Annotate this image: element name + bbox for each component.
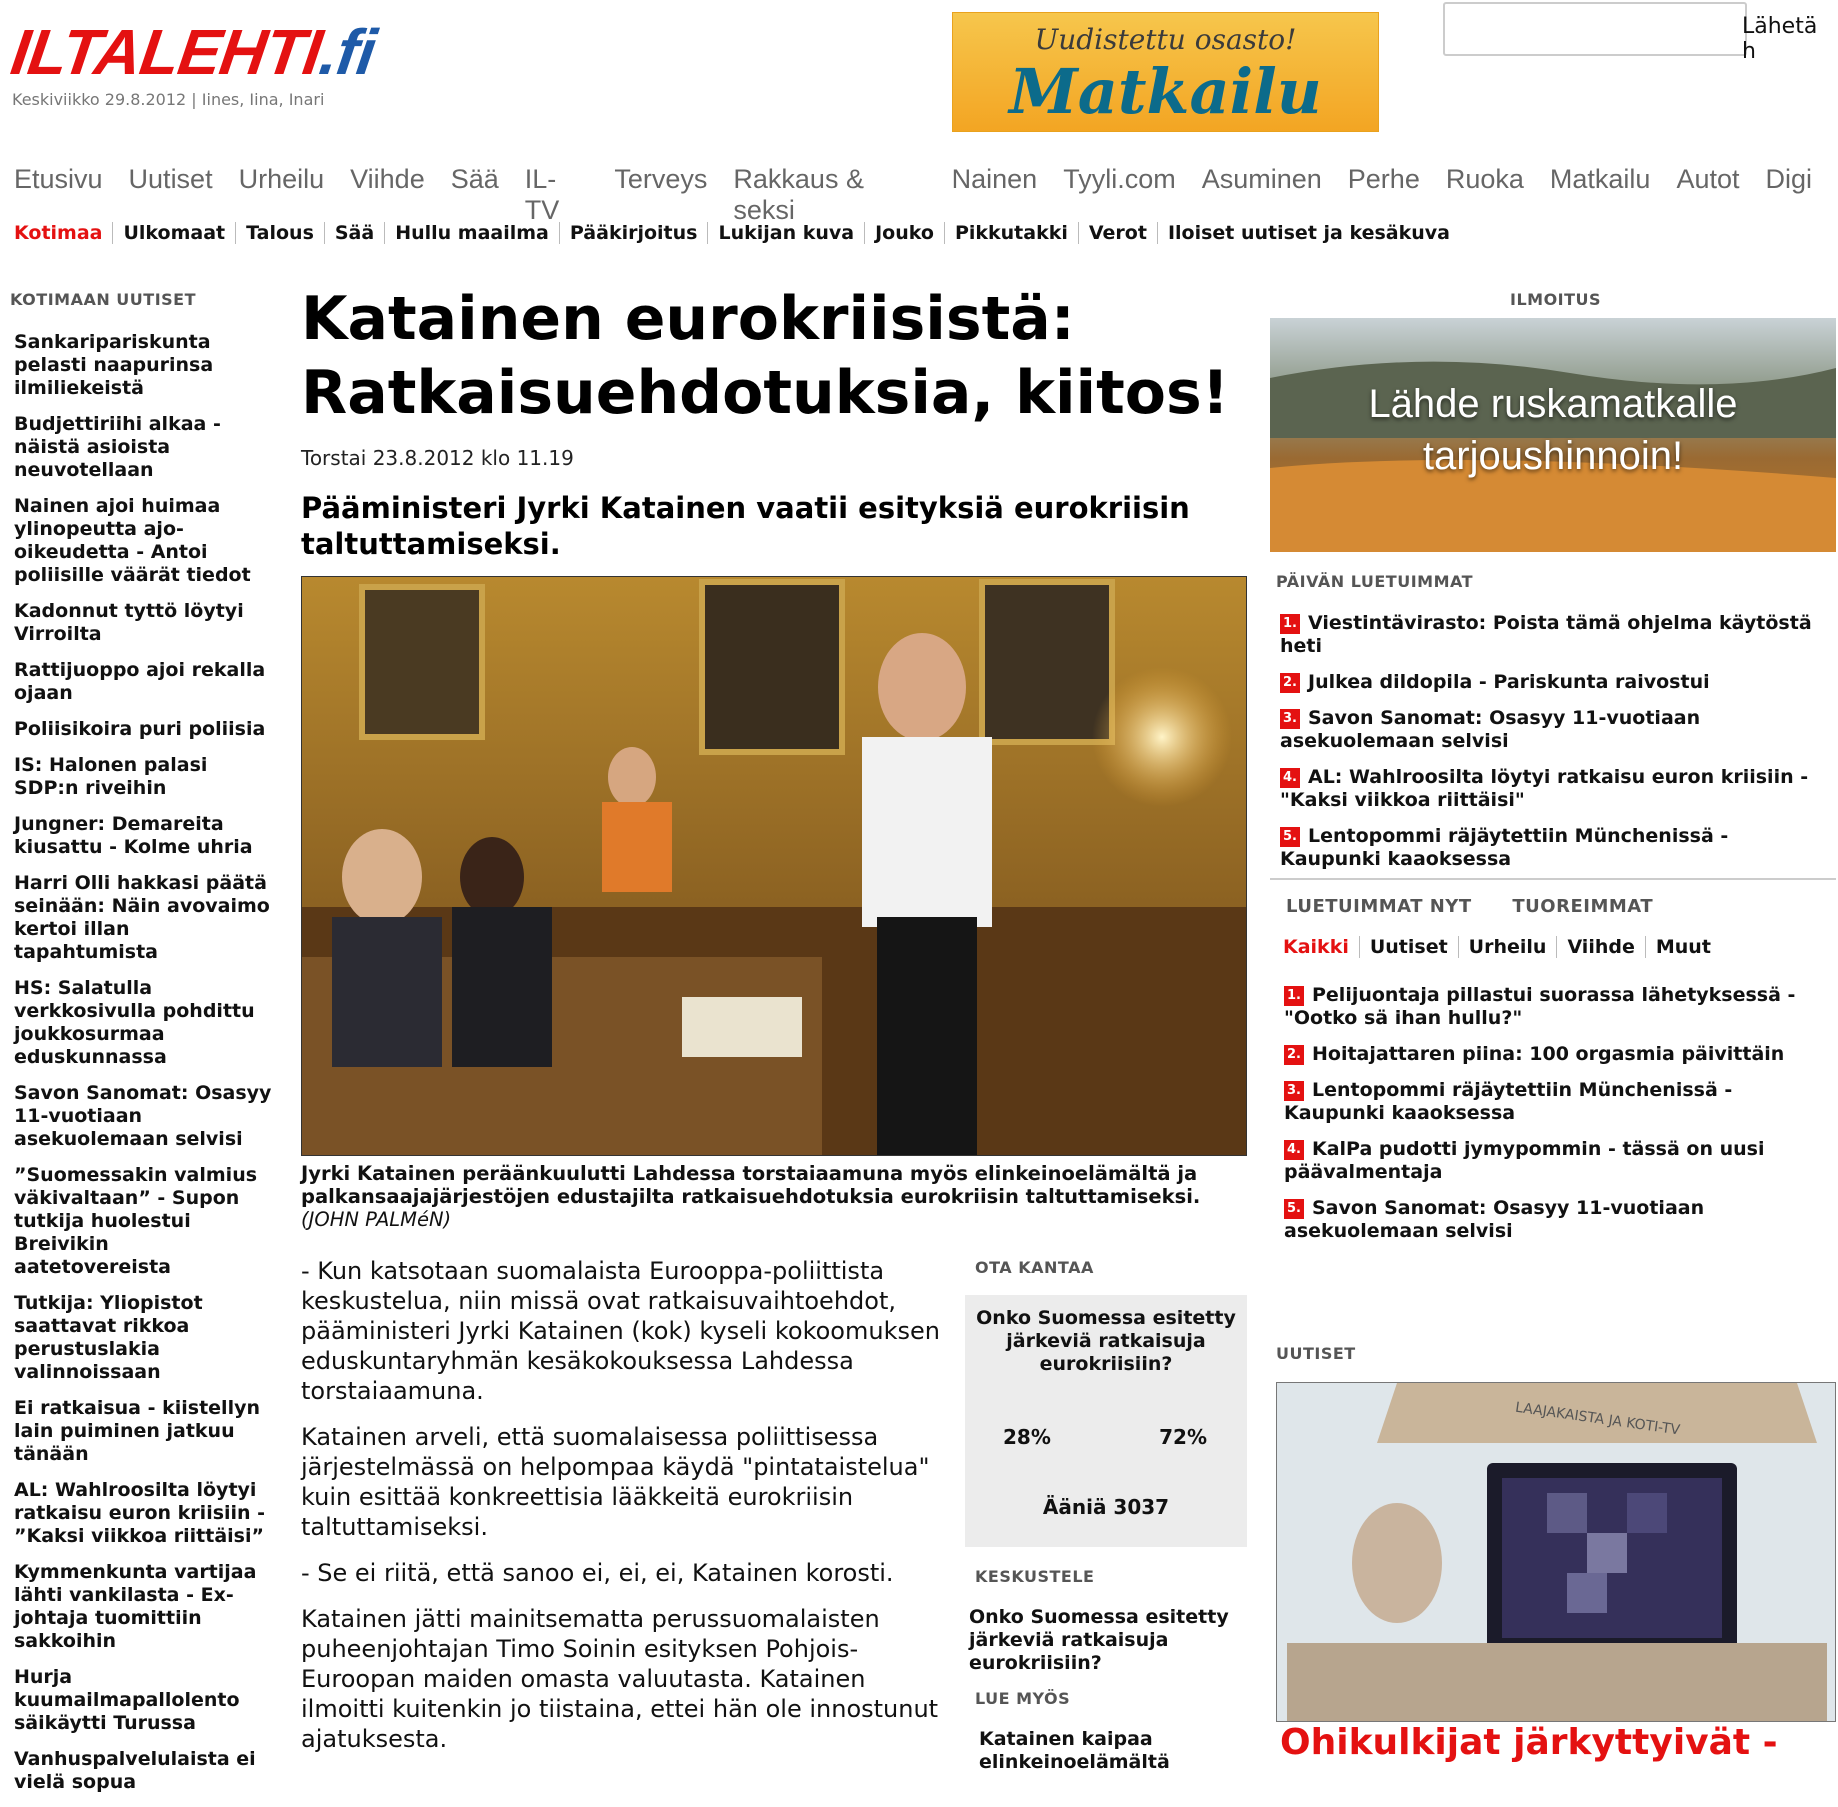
news-link[interactable]: Savon Sanomat: Osasyy 11-vuotiaan asekuolemaan selvisi <box>14 1082 272 1150</box>
rank-badge: 5. <box>1284 1199 1304 1219</box>
most-read-item[interactable] <box>1280 612 1832 658</box>
dateline: Keskiviikko 29.8.2012 | Iines, Iina, Inari <box>12 90 325 109</box>
rank-badge: 3. <box>1284 1081 1304 1101</box>
discuss-heading: KESKUSTELE <box>975 1567 1095 1586</box>
sub-nav-item-active[interactable]: Kotimaa <box>14 222 103 244</box>
most-read-now-item[interactable] <box>1284 1138 1836 1184</box>
ad-label: ILMOITUS <box>1510 290 1602 309</box>
news-link[interactable]: AL: Wahlroosilta löytyi ratkaisu euron kriisiin - ”Kaksi viikkoa riittäisi” <box>14 1479 266 1547</box>
tab-most-read-now[interactable]: LUETUIMMAT NYT <box>1286 896 1472 917</box>
news-link[interactable]: Jungner: Demareita kiusattu - Kolme uhria <box>14 813 253 858</box>
filter-all[interactable]: Kaikki <box>1283 936 1349 958</box>
site-logo[interactable] <box>7 18 379 86</box>
logo-suffix: .fi <box>315 16 380 88</box>
photo-caption <box>301 1162 1251 1231</box>
section-heading: KOTIMAAN UUTISET <box>10 290 197 309</box>
news-link[interactable]: HS: Salatulla verkkosivulla pohdittu joukkosurmaa eduskunnassa <box>14 977 255 1068</box>
sub-nav-item[interactable]: Lukijan kuva <box>707 222 864 244</box>
most-read-now-item[interactable] <box>1284 984 1836 1030</box>
travel-ad-line-2: tarjoushinnoin! <box>1422 434 1684 478</box>
rank-badge: 1. <box>1280 614 1300 634</box>
read-also-heading: LUE MYÖS <box>975 1689 1071 1708</box>
poll-vote-count: Ääniä 3037 <box>1042 1495 1170 1519</box>
most-read-title: Viestintävirasto: Poista tämä ohjelma käytöstä heti <box>1280 612 1812 657</box>
main-nav-item[interactable]: Etusivu <box>14 164 103 194</box>
article-headline: Katainen eurokriisistä: Ratkaisuehdotuksia, kiitos! <box>301 284 1230 428</box>
logo-main: ILTALEHTI <box>6 16 326 88</box>
news-link[interactable]: Sankaripariskunta pelasti naapurinsa ilmiliekeistä <box>14 331 214 399</box>
sub-nav-item[interactable]: Iloiset uutiset ja kesäkuva <box>1157 222 1460 244</box>
divider <box>1270 878 1836 880</box>
main-nav-item[interactable]: Sää <box>450 164 499 194</box>
most-read-item[interactable] <box>1280 707 1832 753</box>
send-button[interactable]: Lähetä h <box>1742 14 1818 64</box>
news-photo[interactable] <box>1276 1382 1836 1722</box>
news-photo-image <box>1277 1383 1835 1721</box>
news-link[interactable]: ”Suomessakin valmius väkivaltaan” - Supon tutkija huolestui Breivikin aatetovereista <box>14 1164 258 1278</box>
travel-ad-line-1: Lähde ruskamatkalle <box>1368 382 1738 426</box>
poll-box <box>965 1295 1247 1547</box>
news-link[interactable]: Hurja kuumailmapallolento säikäytti Turussa <box>14 1666 240 1734</box>
news-link[interactable]: Tutkija: Yliopistot saattavat rikkoa perustuslakia valinnoissaan <box>14 1292 203 1383</box>
rank-badge: 1. <box>1284 986 1304 1006</box>
most-read-now-item[interactable] <box>1284 1079 1836 1125</box>
news-photo-sign: LAAJAKAISTA JA KOTI-TV <box>1514 1399 1681 1439</box>
most-read-now-list <box>1284 984 1836 1256</box>
most-read-list <box>1280 612 1832 884</box>
main-nav-item[interactable]: Terveys <box>614 164 708 194</box>
domestic-news-sidebar <box>10 290 272 1807</box>
tab-latest[interactable]: TUOREIMMAT <box>1512 896 1654 917</box>
main-nav-item[interactable]: Autot <box>1676 164 1740 194</box>
filter-other[interactable]: Muut <box>1645 936 1721 958</box>
article-paragraph: - Se ei riitä, että sanoo ei, ei, ei, Katainen korosti. <box>301 1559 894 1587</box>
main-nav-item[interactable]: Viihde <box>350 164 425 194</box>
main-nav-item[interactable]: Digi <box>1765 164 1812 194</box>
most-read-now-item[interactable] <box>1284 1043 1836 1066</box>
news-link[interactable]: Kymmenkunta vartijaa lähti vankilasta - Ex-johtaja tuomittiin sakkoihin <box>14 1561 257 1652</box>
most-read-title: Julkea dildopila - Pariskunta raivostui <box>1308 671 1710 693</box>
news-link[interactable]: Vanhuspalvelulaista ei vielä sopua <box>14 1748 256 1793</box>
most-read-now-item[interactable] <box>1284 1197 1836 1243</box>
read-also-link[interactable]: Katainen kaipaa elinkeinoelämältä <box>979 1728 1170 1773</box>
sub-nav <box>14 222 1460 244</box>
category-filters <box>1283 936 1721 958</box>
sub-nav-item[interactable]: Jouko <box>864 222 944 244</box>
sub-nav-item[interactable]: Hullu maailma <box>384 222 559 244</box>
article-body <box>301 1256 951 1770</box>
most-read-now-title: Pelijuontaja pillastui suorassa lähetyksessä - "Ootko sä ihan hullu?" <box>1284 984 1796 1029</box>
sub-nav-item[interactable]: Verot <box>1078 222 1157 244</box>
most-read-tabs <box>1286 896 1687 917</box>
main-nav <box>14 164 1838 226</box>
article-paragraph: Katainen arveli, että suomalaisessa poliittisessa järjestelmässä on helpompaa käydä "pintataistelua" kuin esittää konkreettisia lääkkeitä eurokriisin taltuttamiseksi. <box>301 1423 930 1541</box>
rank-badge: 3. <box>1280 709 1300 729</box>
sub-nav-item[interactable]: Sää <box>324 222 384 244</box>
news-link[interactable]: Harri Olli hakkasi päätä seinään: Näin avovaimo kertoi illan tapahtumista <box>14 872 270 963</box>
rank-badge: 2. <box>1280 673 1300 693</box>
rank-badge: 4. <box>1280 768 1300 788</box>
rank-badge: 5. <box>1280 827 1300 847</box>
travel-ad-text <box>1270 378 1836 482</box>
filter-sports[interactable]: Urheilu <box>1458 936 1557 958</box>
article-lead: Pääministeri Jyrki Katainen vaatii esityksiä eurokriisin taltuttamiseksi. <box>301 491 1190 561</box>
most-read-now-title: Savon Sanomat: Osasyy 11-vuotiaan asekuolemaan selvisi <box>1284 1197 1705 1242</box>
news-link[interactable]: Kadonnut tyttö löytyi Virroilta <box>14 600 244 645</box>
main-nav-item[interactable]: IL-TV <box>524 164 560 225</box>
photo-credit: (JOHN PALMéN) <box>301 1208 452 1231</box>
news-link[interactable]: Rattijuoppo ajoi rekalla ojaan <box>14 659 266 704</box>
most-read-item[interactable] <box>1280 671 1832 694</box>
most-read-heading: PÄIVÄN LUETUIMMAT <box>1276 572 1474 591</box>
sub-nav-item[interactable]: Pikkutakki <box>944 222 1078 244</box>
main-nav-item[interactable]: Rakkaus & seksi <box>733 164 864 225</box>
most-read-title: Savon Sanomat: Osasyy 11-vuotiaan asekuolemaan selvisi <box>1280 707 1701 752</box>
news-heading: UUTISET <box>1276 1344 1356 1363</box>
caption-text: Jyrki Katainen peräänkuulutti Lahdessa torstaiaamuna myös elinkeinoelämältä ja palkansaajajärjestöjen edustajilta ratkaisuehdotuksia eurokriisin taltuttamiseksi. <box>301 1162 1201 1208</box>
filter-news[interactable]: Uutiset <box>1359 936 1458 958</box>
sub-nav-item[interactable]: Ulkomaat <box>112 222 235 244</box>
discuss-link[interactable]: Onko Suomessa esitetty järkeviä ratkaisuja eurokriisiin? <box>969 1606 1229 1674</box>
main-nav-item[interactable]: Uutiset <box>128 164 213 194</box>
main-nav-item[interactable]: Matkailu <box>1549 164 1651 194</box>
rank-badge: 4. <box>1284 1140 1304 1160</box>
article-sidebar <box>965 1258 1247 1774</box>
ad-line-2: Matkailu <box>1009 55 1322 128</box>
poll-result-yes[interactable]: 28% <box>1003 1425 1051 1449</box>
article-photo-image <box>302 577 1246 1155</box>
main-nav-item[interactable]: Tyyli.com <box>1063 164 1176 194</box>
travel-ad[interactable] <box>1270 318 1836 552</box>
news-link[interactable]: Nainen ajoi huimaa ylinopeutta ajo-oikeudetta - Antoi poliisille väärät tiedot <box>14 495 251 586</box>
main-nav-item[interactable]: Nainen <box>951 164 1038 194</box>
rank-badge: 2. <box>1284 1045 1304 1065</box>
article-photo[interactable] <box>301 576 1247 1156</box>
poll-result-no[interactable]: 72% <box>1159 1425 1207 1449</box>
poll-heading: OTA KANTAA <box>975 1258 1094 1277</box>
top-banner-ad[interactable] <box>952 12 1379 132</box>
sub-nav-item[interactable]: Talous <box>235 222 324 244</box>
article-date: Torstai 23.8.2012 klo 11.19 <box>301 446 574 470</box>
most-read-now-title: Hoitajattaren piina: 100 orgasmia päivittäin <box>1312 1043 1785 1065</box>
main-nav-item[interactable]: Urheilu <box>238 164 325 194</box>
most-read-now-title: Lentopommi räjäytettiin Münchenissä - Kaupunki kaaoksessa <box>1284 1079 1733 1124</box>
poll-question[interactable]: Onko Suomessa esitetty järkeviä ratkaisuja eurokriisiin? <box>976 1307 1236 1375</box>
search-input[interactable] <box>1443 2 1747 56</box>
ad-line-1: Uudistettu osasto! <box>1034 23 1297 56</box>
filter-entertainment[interactable]: Viihde <box>1556 936 1644 958</box>
news-headline[interactable]: Ohikulkijat järkyttyivät - <box>1280 1722 1778 1763</box>
article-paragraph: Katainen jätti mainitsematta perussuomalaisten puheenjohtajan Timo Soinin esityksen Pohjois-Euroopan maiden omasta valuutasta. Katainen ilmoitti kuitenkin jo tiistaina, ettei hän ole innostunut ajatuksesta. <box>301 1605 939 1753</box>
most-read-now-title: KalPa pudotti jymypommin - tässä on uusi päävalmentaja <box>1284 1138 1765 1183</box>
most-read-title: Lentopommi räjäytettiin Münchenissä - Kaupunki kaaoksessa <box>1280 825 1729 870</box>
main-nav-item[interactable]: Ruoka <box>1445 164 1524 194</box>
most-read-item[interactable] <box>1280 825 1832 871</box>
domestic-news-list <box>14 331 272 1794</box>
news-link[interactable]: Budjettiriihi alkaa - näistä asioista neuvotellaan <box>14 413 221 481</box>
news-link[interactable]: Poliisikoira puri poliisia <box>14 718 266 740</box>
main-nav-item[interactable]: Perhe <box>1347 164 1420 194</box>
sub-nav-item[interactable]: Pääkirjoitus <box>559 222 708 244</box>
news-link[interactable]: IS: Halonen palasi SDP:n riveihin <box>14 754 208 799</box>
main-nav-item[interactable]: Asuminen <box>1201 164 1322 194</box>
article-paragraph: - Kun katsotaan suomalaista Eurooppa-poliittista keskustelua, niin missä ovat ratkaisuvaihtoehdot, pääministeri Jyrki Katainen (kok) kyseli kokoomuksen eduskuntaryhmän kesäkokouksessa Lahdessa torstaiaamuna. <box>301 1257 940 1405</box>
most-read-item[interactable] <box>1280 766 1832 812</box>
most-read-title: AL: Wahlroosilta löytyi ratkaisu euron kriisiin - "Kaksi viikkoa riittäisi" <box>1280 766 1809 811</box>
news-link[interactable]: Ei ratkaisua - kiistellyn lain puiminen jatkuu tänään <box>14 1397 260 1465</box>
